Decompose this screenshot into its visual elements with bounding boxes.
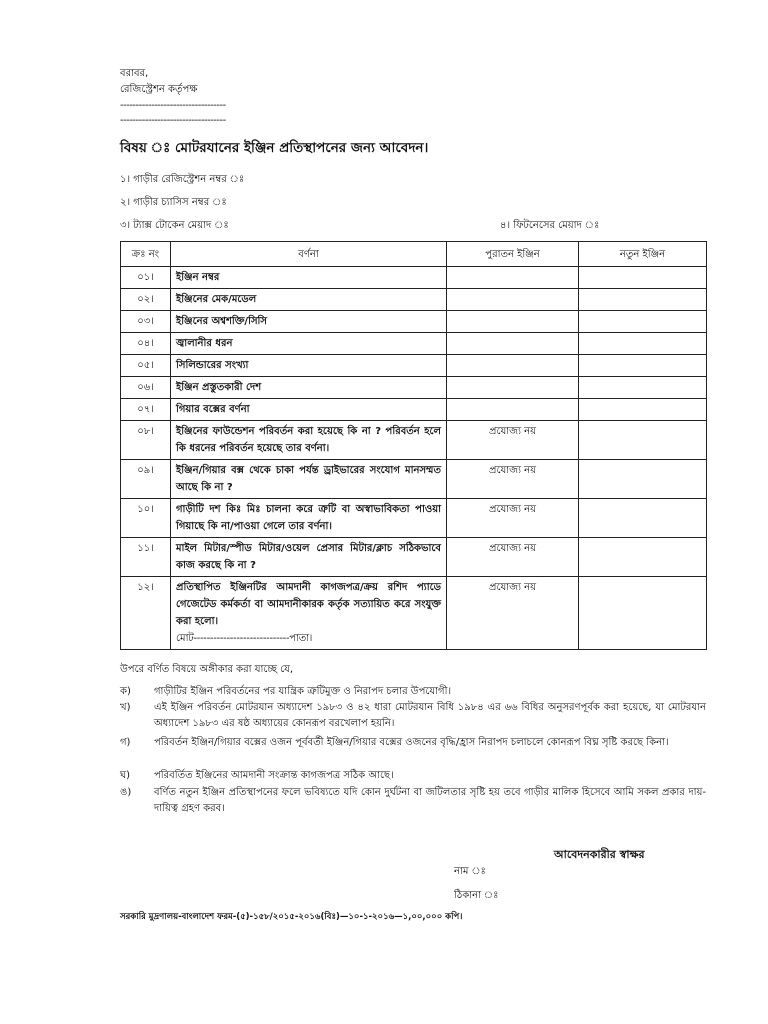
print-footer: সরকারি মুদ্রণালয়-বাংলাদেশ ফরম-(৫)-১৫৮/২০১৫-২০১৬(বিঃ)—১০-১-২০১৬—১,০০,০০০ কপি। xyxy=(120,912,463,922)
declaration-mark: ঘ) xyxy=(120,770,131,781)
header-old-engine: পুরাতন ইঞ্জিন xyxy=(447,242,579,267)
row-new-engine[interactable] xyxy=(579,399,707,421)
row-new-engine[interactable] xyxy=(579,538,707,577)
table-row xyxy=(121,460,707,499)
row-serial: ০৮। xyxy=(121,421,171,460)
row-description: ইঞ্জিনের ফাউন্ডেশন পরিবর্তন করা হয়েছে কি না ? পরিবর্তন হলে কি ধরনের পরিবর্তন হয়েছে তার বর্ণনা। xyxy=(171,421,447,460)
row-serial: ০১। xyxy=(121,267,171,289)
table-row xyxy=(121,289,707,311)
row-description: ইঞ্জিন নম্বর xyxy=(171,267,447,289)
row-old-engine[interactable]: প্রযোজ্য নয় xyxy=(447,577,579,650)
row-new-engine[interactable] xyxy=(579,355,707,377)
declaration-mark: ক) xyxy=(120,686,131,697)
row-serial: ১০। xyxy=(121,499,171,538)
page-count-line: মোট-----------------------------পাতা। xyxy=(176,633,313,644)
signature-name-label: নাম ঃ xyxy=(454,866,486,877)
row-description-cell xyxy=(171,577,447,650)
header-serial: ক্রঃ নং xyxy=(121,242,171,267)
row-old-engine[interactable] xyxy=(447,399,579,421)
row-new-engine[interactable] xyxy=(579,460,707,499)
row-serial: ০৫। xyxy=(121,355,171,377)
row-new-engine[interactable] xyxy=(579,377,707,399)
row-old-engine[interactable] xyxy=(447,267,579,289)
addressee-line1: বরাবর, xyxy=(120,68,149,79)
table-header-row xyxy=(121,242,707,267)
row-old-engine[interactable]: প্রযোজ্য নয় xyxy=(447,538,579,577)
declaration-mark: ঙ) xyxy=(120,787,132,798)
row-new-engine[interactable] xyxy=(579,289,707,311)
declaration-mark: গ) xyxy=(120,737,131,748)
row-serial: ০৩। xyxy=(121,311,171,333)
declaration-intro: উপরে বর্ণিত বিষয়ে অঙ্গীকার করা যাচ্ছে যে, xyxy=(120,664,294,675)
table-row xyxy=(121,538,707,577)
field-fitness: ৪। ফিটনেসের মেয়াদ ঃ xyxy=(500,220,600,231)
row-description: ইঞ্জিন প্রস্তুতকারী দেশ xyxy=(171,377,447,399)
row-new-engine[interactable] xyxy=(579,577,707,650)
table-row xyxy=(121,421,707,460)
row-new-engine[interactable] xyxy=(579,267,707,289)
row-description: ইঞ্জিনের অশ্বশক্তি/সিসি xyxy=(171,311,447,333)
subject-line: বিষয় ঃ মোটরযানের ইঞ্জিন প্রতিস্থাপনের জন্য আবেদন। xyxy=(120,140,429,156)
declaration-mark: খ) xyxy=(120,702,131,713)
signature-title: আবেদনকারীর স্বাক্ষর xyxy=(554,848,645,861)
declaration-text: এই ইঞ্জিন পরিবর্তন মোটরযান অধ্যাদেশ ১৯৮৩ ও ৪২ ধারা মোটরযান বিধি ১৯৮৪ এর ৬৬ বিধির অনুসরণপূর্বক করা হয়েছে, যা মোটরযান অধ্যাদেশ ১৯৮৩ এর ষষ্ঠ অধ্যায়ের কোনরূপ বরখেলাপ হয়নি। xyxy=(154,702,706,729)
row-description: সিলিন্ডারের সংখ্যা xyxy=(171,355,447,377)
table-row xyxy=(121,311,707,333)
row-description: প্রতিস্থাপিত ইঞ্জিনটির আমদানী কাগজপত্র/ক্রয় রশিদ প্যাডে গেজেটেড কর্মকর্তা বা আমদানীকারক কর্তৃক সত্যায়িত করে সংযুক্ত করা হলো। xyxy=(176,582,441,627)
declaration-text: পরিবর্তিত ইঞ্জিনের আমদানী সংক্রান্ত কাগজপত্র সঠিক আছে। xyxy=(154,770,394,781)
table-row xyxy=(121,377,707,399)
row-old-engine[interactable] xyxy=(447,377,579,399)
row-new-engine[interactable] xyxy=(579,421,707,460)
table-row xyxy=(121,399,707,421)
row-serial: ০২। xyxy=(121,289,171,311)
signature-address-label: ঠিকানা ঃ xyxy=(454,890,499,901)
row-serial: ০৬। xyxy=(121,377,171,399)
row-old-engine[interactable]: প্রযোজ্য নয় xyxy=(447,460,579,499)
engine-details-table xyxy=(120,241,707,650)
field-tax-token: ৩। ট্যাক্স টোকেন মেয়াদ ঃ xyxy=(120,220,229,231)
row-serial: ১১। xyxy=(121,538,171,577)
declaration-text: পরিবর্তন ইঞ্জিন/গিয়ার বক্সের ওজন পূর্ববর্তী ইঞ্জিন/গিয়ার বক্সের ওজনের বৃদ্ধি/হ্রাস নিরাপদ চলাচলে কোনরূপ বিঘ্ন সৃষ্টি করছে কিনা। xyxy=(154,737,669,748)
blank-line-1: ---------------------------------- xyxy=(120,100,226,111)
row-description: গাড়ীটি দশ কিঃ মিঃ চালনা করে ত্রুটি বা অস্বাভাবিকতা পাওয়া গিয়াছে কি না/পাওয়া গেলে তার বর্ণনা। xyxy=(171,499,447,538)
field-registration-no: ১। গাড়ীর রেজিস্ট্রেশন নম্বর ঃ xyxy=(120,174,245,185)
addressee-line2: রেজিস্ট্রেশন কর্তৃপক্ষ xyxy=(120,84,198,95)
row-new-engine[interactable] xyxy=(579,311,707,333)
row-serial: ০৯। xyxy=(121,460,171,499)
row-old-engine[interactable] xyxy=(447,289,579,311)
declaration-text: গাড়ীটির ইঞ্জিন পরিবর্তনের পর যান্ত্রিক ত্রুটিমুক্ত ও নিরাপদ চলার উপযোগী। xyxy=(154,686,452,697)
table-row xyxy=(121,577,707,650)
table-row xyxy=(121,355,707,377)
row-old-engine[interactable] xyxy=(447,333,579,355)
row-description: মাইল মিটার/স্পীড মিটার/ওয়েল প্রেসার মিটার/ক্লাচ সঠিকভাবে কাজ করছে কি না ? xyxy=(171,538,447,577)
row-description: ইঞ্জিন/গিয়ার বক্স থেকে চাকা পর্যন্ত ড্রাইভারের সংযোগ মানসম্মত আছে কি না ? xyxy=(171,460,447,499)
row-old-engine[interactable]: প্রযোজ্য নয় xyxy=(447,499,579,538)
row-description: ইঞ্জিনের মেক/মডেল xyxy=(171,289,447,311)
row-new-engine[interactable] xyxy=(579,333,707,355)
row-old-engine[interactable] xyxy=(447,311,579,333)
field-chassis-no: ২। গাড়ীর চ্যাসিস নম্বর ঃ xyxy=(120,197,227,208)
row-new-engine[interactable] xyxy=(579,499,707,538)
declaration-text: বর্ণিত নতুন ইঞ্জিন প্রতিস্থাপনের ফলে ভবিষ্যতে যদি কোন দুর্ঘটনা বা জটিলতার সৃষ্টি হয় তবে গাড়ীর মালিক হিসেবে আমি সকল প্রকার দায়-দায়িত্ব গ্রহণ করব। xyxy=(154,787,706,814)
header-new-engine: নতুন ইঞ্জিন xyxy=(579,242,707,267)
table-row xyxy=(121,267,707,289)
row-old-engine[interactable] xyxy=(447,355,579,377)
row-serial: ০৭। xyxy=(121,399,171,421)
row-description: গিয়ার বক্সের বর্ণনা xyxy=(171,399,447,421)
row-serial: ০৪। xyxy=(121,333,171,355)
blank-line-2: ---------------------------------- xyxy=(120,115,226,126)
table-row xyxy=(121,333,707,355)
row-description: জ্বালানীর ধরন xyxy=(171,333,447,355)
table-row xyxy=(121,499,707,538)
row-serial: ১২। xyxy=(121,577,171,650)
header-description: বর্ণনা xyxy=(171,242,447,267)
row-old-engine[interactable]: প্রযোজ্য নয় xyxy=(447,421,579,460)
